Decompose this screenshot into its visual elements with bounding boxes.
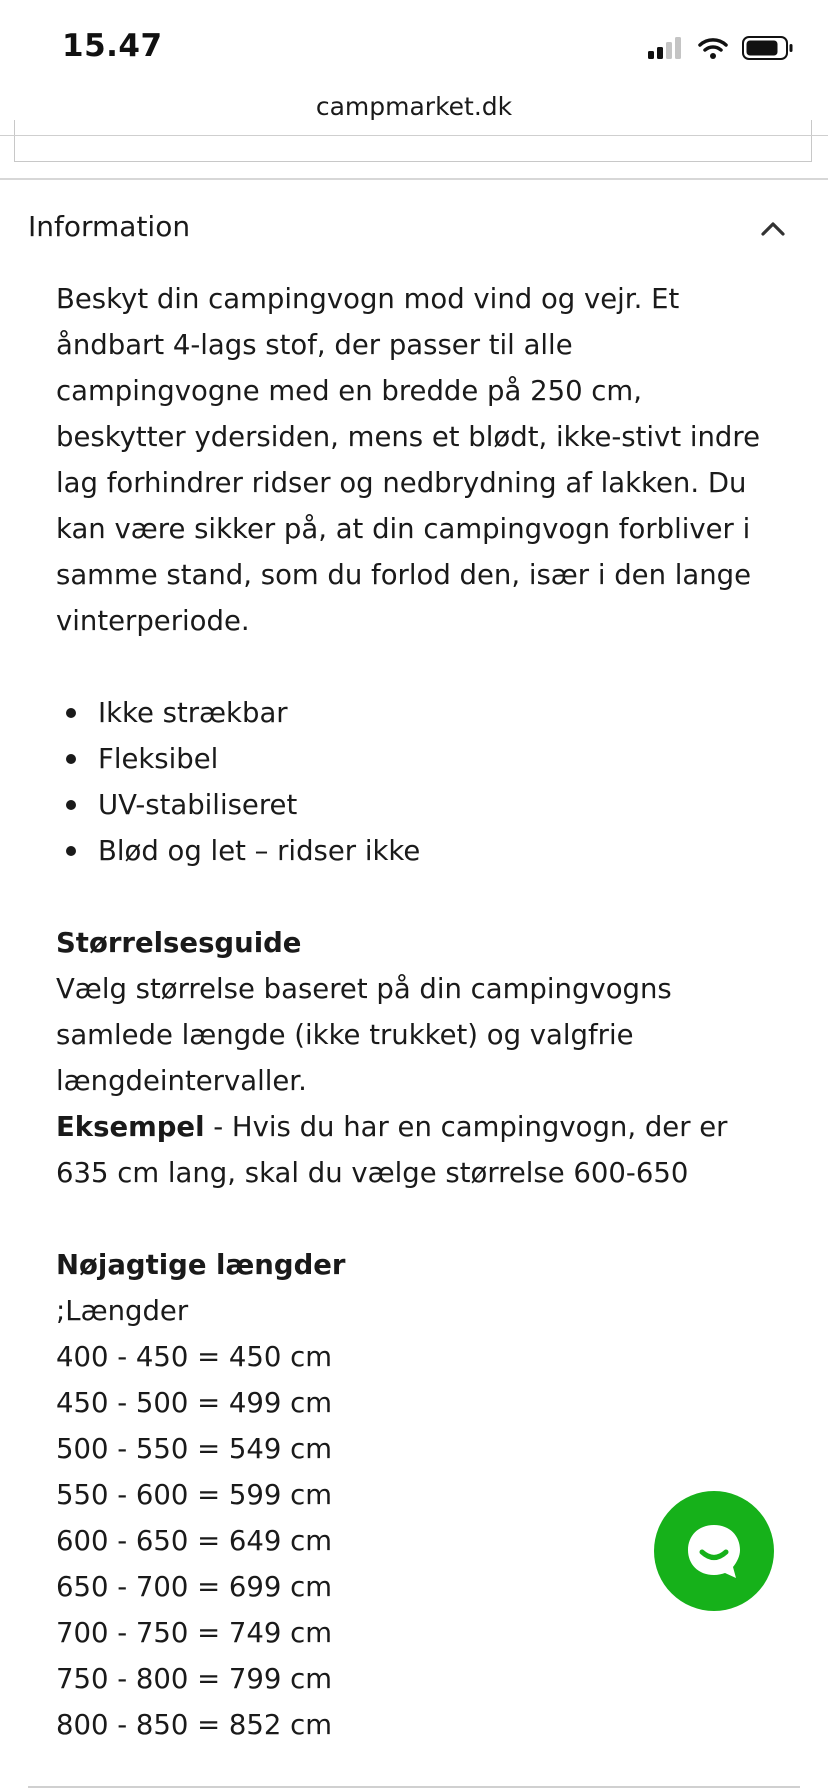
spacer — [56, 1196, 776, 1242]
feature-item: Ikke strækbar — [56, 690, 776, 736]
lengths-subheading: ;Længder — [56, 1295, 189, 1327]
length-row: 550 - 600 = 599 cm — [56, 1479, 333, 1511]
feature-item: Blød og let – ridser ikke — [56, 828, 776, 874]
length-row: 650 - 700 = 699 cm — [56, 1571, 333, 1603]
length-row: 400 - 450 = 450 cm — [56, 1341, 333, 1373]
size-guide-example — [56, 1104, 776, 1196]
size-guide-text: Vælg størrelse baseret på din campingvogns samlede længde (ikke trukket) og valgfrie længdeintervaller. — [56, 973, 672, 1097]
accordion-title: Information — [28, 210, 191, 243]
length-row: 800 - 850 = 852 cm — [56, 1709, 333, 1741]
length-row: 700 - 750 = 749 cm — [56, 1617, 333, 1649]
browser-separator — [0, 135, 828, 136]
status-icons — [648, 36, 794, 60]
product-description: Beskyt din campingvogn mod vind og vejr. Et åndbart 4-lags stof, der passer til alle campingvogne med en bredde på 250 cm, beskytter ydersiden, mens et blødt, ikke-stivt indre lag forhindrer ridser og nedbrydning af lakken. Du kan være sikker på, at din campingvogn forbliver i samme stand, som du forlod den, især i den lange vinterperiode. — [56, 283, 761, 637]
bullet-dot — [66, 708, 76, 718]
status-time: 15.47 — [62, 28, 163, 64]
accordion-header-information[interactable] — [28, 206, 788, 252]
previous-section-box — [14, 120, 812, 162]
example-text: - Hvis du har en campingvogn, der er 635 cm lang, skal du vælge størrelse 600-650 — [56, 1111, 728, 1189]
wifi-icon — [698, 37, 728, 59]
bullet-dot — [66, 846, 76, 856]
feature-item: UV-stabiliseret — [56, 782, 776, 828]
chevron-up-icon[interactable] — [758, 214, 788, 244]
bullet-dot — [66, 800, 76, 810]
feature-list — [56, 690, 776, 874]
address-bar-url[interactable]: campmarket.dk — [315, 92, 513, 121]
section-divider-bottom — [28, 1786, 800, 1788]
bullet-dot — [66, 754, 76, 764]
battery-icon — [742, 36, 794, 60]
example-label: Eksempel — [56, 1111, 205, 1143]
length-row: 600 - 650 = 649 cm — [56, 1525, 333, 1557]
cellular-signal-icon — [648, 37, 684, 59]
chat-button[interactable] — [654, 1491, 774, 1611]
length-row: 450 - 500 = 499 cm — [56, 1387, 333, 1419]
lengths-heading: Nøjagtige længder — [56, 1249, 346, 1281]
section-divider — [0, 178, 828, 180]
length-row: 500 - 550 = 549 cm — [56, 1433, 333, 1465]
chat-bubble-icon — [682, 1519, 746, 1583]
status-bar — [0, 0, 828, 96]
feature-item: Fleksibel — [56, 736, 776, 782]
length-row: 750 - 800 = 799 cm — [56, 1663, 333, 1695]
size-guide-heading: Størrelsesguide — [56, 927, 302, 959]
